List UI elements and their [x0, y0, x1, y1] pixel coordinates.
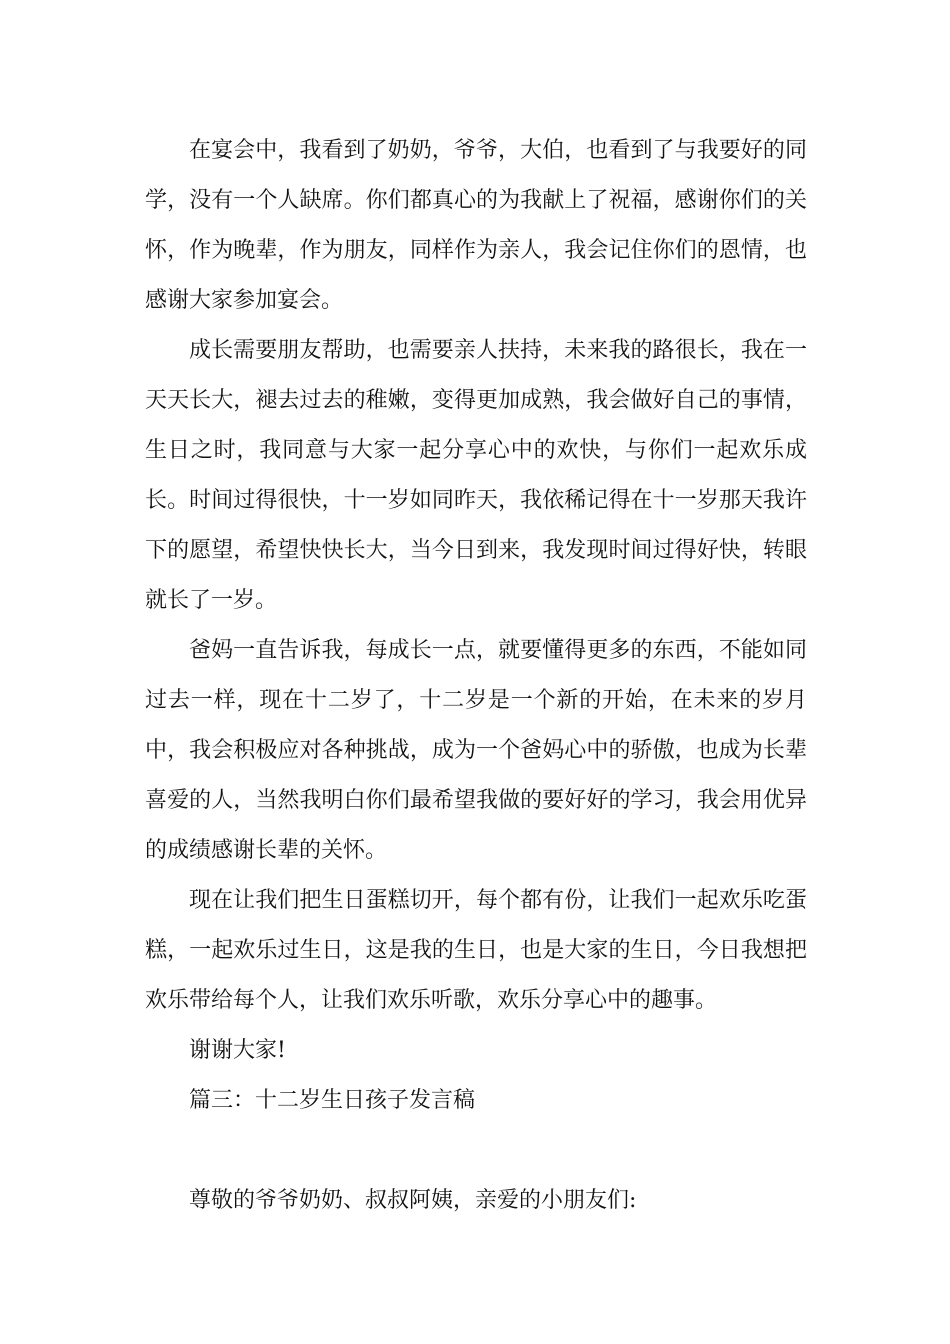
paragraph-banquet: 在宴会中，我看到了奶奶，爷爷，大伯，也看到了与我要好的同学，没有一个人缺席。你们都真心的为我献上了祝福，感谢你们的关怀，作为晚辈，作为朋友，同样作为亲人，我会记住你们的恩情，也感谢大家参加宴会。	[145, 138, 807, 313]
salutation: 尊敬的爷爷奶奶、叔叔阿姨，亲爱的小朋友们:	[189, 1188, 637, 1213]
document-body	[145, 126, 807, 1226]
blank-line	[145, 1126, 807, 1176]
paragraph-thanks: 谢谢大家!	[189, 1038, 286, 1063]
paragraph-growing-up: 成长需要朋友帮助，也需要亲人扶持，未来我的路很长，我在一天天长大，褪去过去的稚嫩，变得更加成熟，我会做好自己的事情，生日之时，我同意与大家一起分享心中的欢快，与你们一起欢乐成长。时间过得很快，十一岁如同昨天，我依稀记得在十一岁那天我许下的愿望，希望快快长大，当今日到来，我发现时间过得好快，转眼就长了一岁。	[145, 338, 807, 613]
paragraph-birthday-cake: 现在让我们把生日蛋糕切开，每个都有份，让我们一起欢乐吃蛋糕，一起欢乐过生日，这是我的生日，也是大家的生日，今日我想把欢乐带给每个人，让我们欢乐听歌，欢乐分享心中的趣事。	[145, 888, 807, 1013]
section-title: 篇三：十二岁生日孩子发言稿	[189, 1088, 476, 1113]
paragraph-parents-advice: 爸妈一直告诉我，每成长一点，就要懂得更多的东西，不能如同过去一样，现在十二岁了，十二岁是一个新的开始，在未来的岁月中，我会积极应对各种挑战，成为一个爸妈心中的骄傲，也成为长辈喜爱的人，当然我明白你们最希望我做的要好好的学习，我会用优异的成绩感谢长辈的关怀。	[145, 638, 807, 863]
